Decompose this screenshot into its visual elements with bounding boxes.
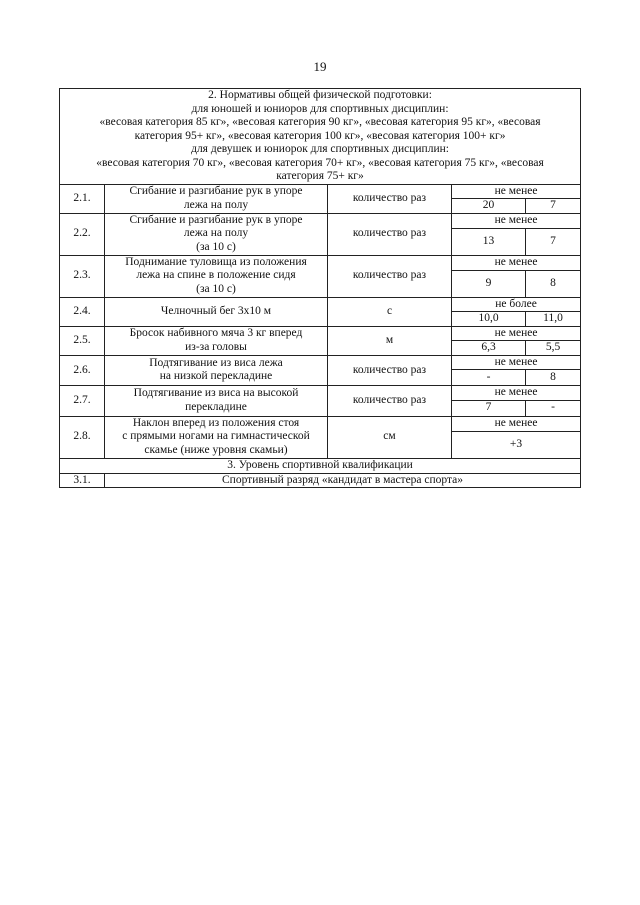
condition: не более [452,297,581,312]
unit: количество раз [328,184,452,213]
norms-table [59,88,581,488]
table-row [60,473,581,488]
value-male: - [452,370,526,386]
exercise-name [105,297,328,326]
value-female: 7 [526,228,581,255]
header-line: категория 75+ кг» [276,170,364,182]
condition: не менее [452,416,581,431]
value-male: 7 [452,400,526,416]
condition: не менее [452,386,581,401]
table-row [60,213,581,228]
exercise-name-line: Сгибание и разгибание рук в упоре [129,185,303,197]
value-female: 5,5 [526,341,581,356]
exercise-name-line: Сгибание и разгибание рук в упоре [129,213,303,226]
table-row [60,386,581,401]
exercise-name-line: Бросок набивного мяча 3 кг вперед [129,327,303,339]
unit: м [328,326,452,355]
exercise-name [105,355,328,386]
table-row [60,326,581,341]
exercise-name-line: перекладине [185,400,247,413]
row-number: 2.5. [60,326,105,355]
row-number: 2.4. [60,297,105,326]
exercise-name-line: Поднимание туловища из положения [125,255,307,268]
condition: не менее [452,355,581,370]
condition: не менее [452,184,581,199]
row-number: 3.1. [60,473,105,488]
exercise-name [105,213,328,255]
value-male: 13 [452,228,526,255]
value-male: 10,0 [452,312,526,327]
section3-title: 3. Уровень спортивной квалификации [60,458,581,473]
section3-header-row [60,458,581,473]
table-row [60,184,581,199]
exercise-name-line: Наклон вперед из положения стоя [132,416,300,429]
header-line: для юношей и юниоров для спортивных дисциплин: [191,102,449,115]
row-number: 2.1. [60,184,105,213]
exercise-name [105,255,328,297]
exercise-name-line: Челночный бег 3х10 м [160,304,272,317]
exercise-name-line: Подтягивание из виса на высокой [133,387,299,400]
value-male: 20 [452,199,526,214]
table-row [60,255,581,270]
exercise-name-line: на низкой перекладине [159,370,273,383]
row-number: 2.8. [60,416,105,458]
section2-header [60,89,581,185]
row-number: 2.3. [60,255,105,297]
header-line: 2. Нормативы общей физической подготовки: [208,89,432,101]
exercise-name [105,184,328,213]
row-number: 2.2. [60,213,105,255]
exercise-name-line: лежа на полу [183,198,249,211]
table-row [60,355,581,370]
value-female: 7 [526,199,581,214]
header-line: «весовая категория 85 кг», «весовая категория 90 кг», «весовая категория 95 кг», «весовая [99,116,541,128]
exercise-name-line: с прямыми ногами на гимнастической [122,430,310,443]
header-line: «весовая категория 70 кг», «весовая категория 70+ кг», «весовая категория 75 кг», «весовая [96,156,544,169]
row-number: 2.6. [60,355,105,386]
value-female: 8 [526,370,581,386]
condition: не менее [452,213,581,228]
exercise-name-line: лежа на спине в положение сидя [136,269,296,282]
value-merged: +3 [452,431,581,458]
value-female: 11,0 [526,312,581,327]
value-female: 8 [526,270,581,297]
header-line: категория 95+ кг», «весовая категория 100 кг», «весовая категория 100+ кг» [134,129,506,142]
table-row [60,297,581,312]
unit: с [328,297,452,326]
exercise-name [105,326,328,355]
value-female: - [526,400,581,416]
row-number: 2.7. [60,386,105,417]
exercise-name-line: (за 10 с) [196,282,236,295]
exercise-name [105,386,328,417]
exercise-name-line: из-за головы [185,340,247,353]
table-row [60,416,581,431]
exercise-name [105,416,328,458]
value-male: 6,3 [452,341,526,356]
unit: количество раз [328,386,452,417]
page-number: 19 [313,59,327,74]
header-line: для девушек и юниорок для спортивных дисциплин: [191,143,449,155]
exercise-name-line: (за 10 с) [196,240,236,253]
value-male: 9 [452,270,526,297]
unit: количество раз [328,213,452,255]
exercise-name-line: скамье (ниже уровня скамьи) [144,443,288,456]
unit: см [328,416,452,458]
section2-header-row [60,89,581,185]
sport-rank: Спортивный разряд «кандидат в мастера спорта» [105,473,581,488]
condition: не менее [452,326,581,341]
unit: количество раз [328,255,452,297]
unit: количество раз [328,355,452,386]
exercise-name-line: Подтягивание из виса лежа [149,356,283,369]
exercise-name-line: лежа на полу [183,227,249,240]
condition: не менее [452,255,581,270]
